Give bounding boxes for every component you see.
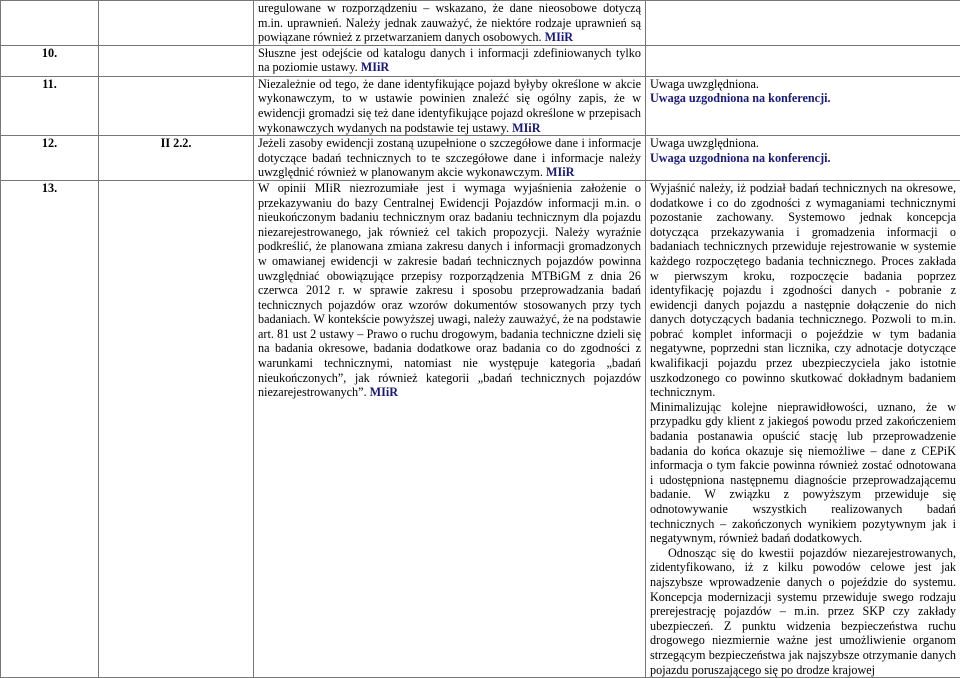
author-tag: MIiR — [361, 60, 389, 74]
row-reference — [99, 45, 254, 76]
comment-cell — [254, 136, 646, 181]
answer-cell — [646, 45, 960, 76]
answer-note: Uwaga uzgodniona na konferencji. — [650, 151, 956, 166]
answer-note: Uwaga uzgodniona na konferencji. — [650, 91, 956, 106]
answer-cell — [646, 1, 960, 46]
comment-cell — [254, 180, 646, 677]
row-number: 13. — [1, 180, 99, 677]
answer-status: Uwaga uwzględniona. — [650, 77, 956, 92]
comment-text: Jeżeli zasoby ewidencji zostaną uzupełnione o szczegółowe dane i informacje dotyczące badań technicznych to te szczegółowe dane i informacje należy uwzględnić również w planowanym akcie wykonawczym. — [258, 136, 641, 179]
table-row — [1, 180, 960, 677]
table-row — [1, 76, 960, 135]
row-reference-label: II 2.2. — [161, 136, 192, 151]
table-row — [1, 45, 960, 76]
author-tag: MIiR — [370, 385, 398, 399]
row-reference — [99, 1, 254, 46]
author-tag: MIiR — [546, 165, 574, 179]
comment-cell — [254, 1, 646, 46]
author-tag: MIiR — [545, 30, 573, 44]
comment-text: Słuszne jest odejście od katalogu danych i informacji zdefiniowanych tylko na poziomie ustawy. — [258, 46, 641, 75]
row-reference — [99, 136, 254, 181]
answer-paragraph: Wyjaśnić należy, iż podział badań technicznych na okresowe, dodatkowe i co do zgodności z wymaganiami technicznymi pozostanie zachowany. Systemowo jednak koncepcja dotycząca przekazywania i gromadzenia informacji o badaniach technicznych przewiduje rejestrowanie w systemie każdego rozpoczętego badania technicznego. Proces zakłada w pierwszym kroku, rozpoczęcie badania poprzez identyfikację pojazdu i zgodności danych - pobranie z ewidencji danych pojazdu a następnie dołączenie do nich danych dotyczących badania technicznego. Pozwoli to m.in. pobrać komplet informacji o pojeździe w tym badania negatywne, poprzedni stan licznika, czy adnotacje dotyczące kwalifikacji pojazdu przez ubezpieczyciela jako istotnie uszkodzonego co powinno skutkować dokładnym badaniem technicznym. — [650, 181, 956, 400]
table-row — [1, 1, 960, 46]
answer-status: Uwaga uwzględniona. — [650, 136, 956, 151]
row-number: 11. — [1, 76, 99, 135]
answer-cell — [646, 136, 960, 181]
answer-paragraph: Odnosząc się do kwestii pojazdów niezarejestrowanych, zidentyfikowano, iż z kilku powodów celowe jest jak najszybsze wprowadzenie danych o pojeździe do systemu. Koncepcja modernizacji systemu przewiduje swego rodzaju prerejestrację pojazdów – m.in. przez SKP czy zakłady ubezpieczeń. Z punktu widzenia bezpieczeństwa ruchu drogowego niezmiernie ważne jest umożliwienie organom strzegącym bezpieczeństwa jak najszybsze otrzymanie danych pojazdu poruszającego się po drodze krajowej — [650, 546, 956, 677]
answer-cell — [646, 180, 960, 677]
row-reference — [99, 76, 254, 135]
row-number: 10. — [1, 45, 99, 76]
answer-paragraph: Minimalizując kolejne nieprawidłowości, uznano, że w przypadku gdy klient z jakiegoś powodu przed zakończeniem badania postanawia opuścić stację lub przeprowadzenie badania do końca okazuje się niemożliwe – dane z CEPiK informacja o tym fakcie powinna również zostać odnotowana i udostępniona następnemu diagnoście przeprowadzającemu badanie. W związku z powyższym przewiduje się odnotowywanie wszystkich realizowanych badań technicznych – zakończonych wynikiem pozytywnym jak i negatywnym, również badań dodatkowych. — [650, 400, 956, 546]
row-number — [1, 1, 99, 46]
row-reference — [99, 180, 254, 677]
comment-text: uregulowane w rozporządzeniu – wskazano, że dane nieosobowe dotyczą m.in. uprawnień. Należy jednak zauważyć, że niektóre rodzaje uprawnień są powiązane również z przetwarzaniem danych osobowych. — [258, 1, 641, 44]
answer-cell — [646, 76, 960, 135]
row-number: 12. — [1, 136, 99, 181]
comment-text: Niezależnie od tego, że dane identyfikujące pojazd byłyby określone w akcie wykonawczym, to w ustawie powinien znaleźć się ogólny zapis, że w ewidencji gromadzi się też dane identyfikujące pojazd określone w przepisach wykonawczych wydanych na podstawie tej ustawy. — [258, 77, 641, 135]
table-row — [1, 136, 960, 181]
comment-cell — [254, 45, 646, 76]
comment-cell — [254, 76, 646, 135]
comment-text: W opinii MIiR niezrozumiałe jest i wymaga wyjaśnienia założenie o przekazywaniu do bazy Centralnej Ewidencji Pojazdów informacji m.in. o nieukończonym badaniu technicznym oraz badaniu technicznym dla pojazdu niezarejestrowanego, jak również cel takich propozycji. Należy wyraźnie podkreślić, że planowana zmiana zakresu danych i informacji gromadzonych w omawianej ewidencji w zakresie badań technicznych pojazdów powinna uwzględniać obowiązujące przepisy rozporządzenia MTBiGM z dnia 26 czerwca 2012 r. w sprawie zakresu i sposobu przeprowadzania badań technicznych pojazdów oraz wzorów dokumentów stosowanych przy tych badaniach. W kontekście powyższej uwagi, należy zauważyć, że na podstawie art. 81 ust 2 ustawy – Prawo o ruchu drogowym, badania techniczne dzieli się na badania okresowe, badania dodatkowe oraz badania co do zgodności z warunkami technicznymi, natomiast nie występuje kategoria „badań nieukończonych”, jak również kategorii „badań technicznych pojazdów niezarejestrowanych”. — [258, 181, 641, 399]
author-tag: MIiR — [512, 121, 540, 135]
